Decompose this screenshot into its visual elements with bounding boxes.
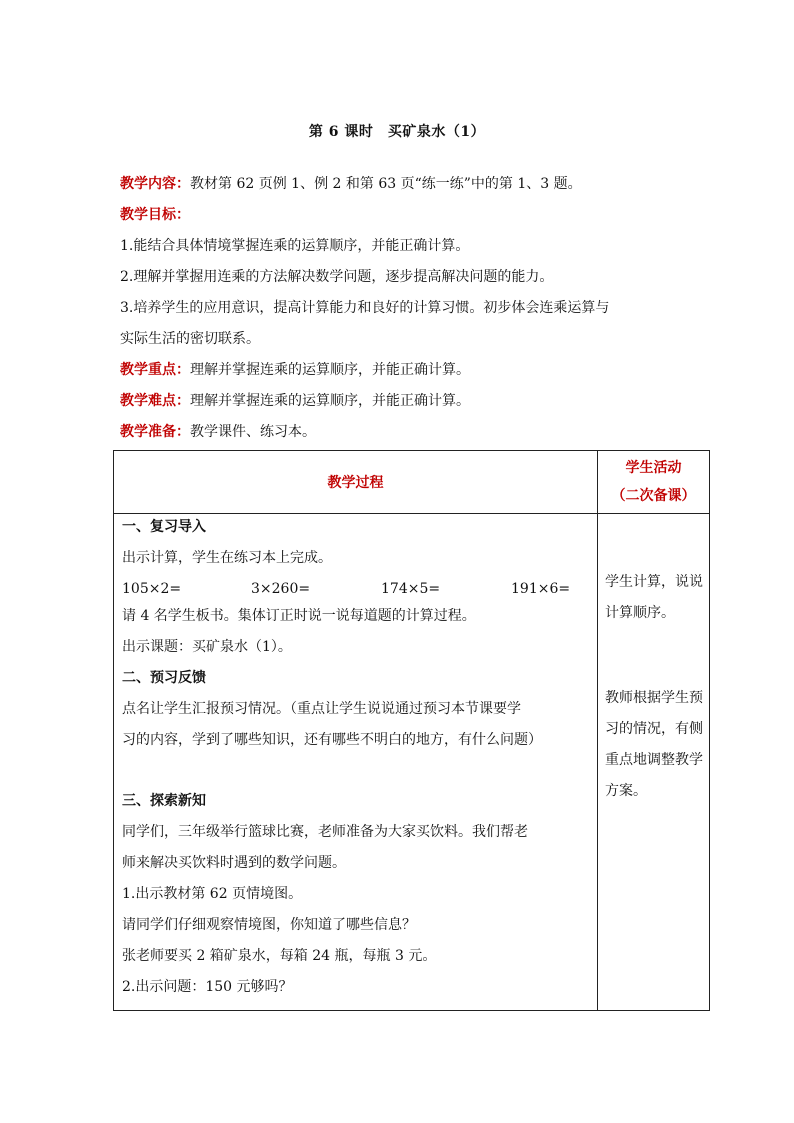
goal-3: 3.培养学生的应用意识，提高计算能力和良好的计算习惯。初步体会连乘运算与 xyxy=(120,300,610,316)
calculation-4: 191×6= xyxy=(511,581,571,597)
explore-line-4: 请同学们仔细观察情境图，你知道了哪些信息？ xyxy=(122,917,416,933)
goals-label-text: 教学目标： xyxy=(120,207,190,223)
review-intro: 出示计算，学生在练习本上完成。 xyxy=(122,550,332,566)
preparation-label: 教学准备： xyxy=(120,424,190,440)
column-divider xyxy=(597,451,598,1010)
key-point-label: 教学重点： xyxy=(120,362,190,378)
section-review-heading: 一、复习导入 xyxy=(122,519,206,535)
explore-line-6: 2.出示问题：150 元够吗？ xyxy=(122,979,293,995)
goal-3-continued: 实际生活的密切联系。 xyxy=(120,331,260,347)
difficulty-label: 教学难点： xyxy=(120,393,190,409)
page-title: 第 6 课时 买矿泉水（1） xyxy=(308,124,486,140)
goal-2: 2.理解并掌握用连乘的方法解决数学问题，逐步提高解决问题的能力。 xyxy=(120,269,554,285)
header-student-activity xyxy=(598,451,709,513)
header-student-subtitle: （二次备课） xyxy=(611,488,696,504)
preparation-text: 教学课件、练习本。 xyxy=(190,424,316,440)
section-explore-heading: 三、探索新知 xyxy=(122,793,206,809)
calculation-3: 174×5= xyxy=(381,581,441,597)
key-point-text: 理解并掌握连乘的运算顺序，并能正确计算。 xyxy=(190,362,470,378)
header-student-title: 学生活动 xyxy=(625,460,682,476)
review-board: 请 4 名学生板书。集体订正时说一说每道题的计算过程。 xyxy=(122,608,476,624)
header-teaching-process: 教学过程 xyxy=(327,475,384,491)
explore-line-3: 1.出示教材第 62 页情境图。 xyxy=(122,886,303,902)
preview-line-2: 习的内容，学到了哪些知识，还有哪些不明白的地方，有什么问题） xyxy=(122,732,542,748)
teaching-content-text: 教材第 62 页例 1、例 2 和第 63 页“练一练”中的第 1、3 题。 xyxy=(190,176,582,192)
explore-line-2: 师来解决买饮料时遇到的数学问题。 xyxy=(122,855,346,871)
section-preview-heading: 二、预习反馈 xyxy=(122,670,206,686)
goal-1: 1.能结合具体情境掌握连乘的运算顺序，并能正确计算。 xyxy=(120,238,470,254)
teaching-content-label: 教学内容： xyxy=(120,176,190,192)
teaching-goals-label xyxy=(120,205,190,225)
calculation-2: 3×260= xyxy=(251,581,311,597)
teaching-difficulty xyxy=(120,391,470,411)
calculation-1: 105×2= xyxy=(122,581,182,597)
difficulty-text: 理解并掌握连乘的运算顺序，并能正确计算。 xyxy=(190,393,470,409)
review-topic: 出示课题：买矿泉水（1）。 xyxy=(122,639,292,655)
student-note-preview: 教师根据学生预习的情况，有侧重点地调整教学方案。 xyxy=(605,690,703,799)
explore-line-1: 同学们，三年级举行篮球比赛，老师准备为大家买饮料。我们帮老 xyxy=(122,824,528,840)
teaching-content xyxy=(120,174,582,194)
teaching-preparation xyxy=(120,422,316,442)
preview-line-1: 点名让学生汇报预习情况。（重点让学生说说通过预习本节课要学 xyxy=(122,701,521,717)
lesson-table xyxy=(113,450,710,1011)
explore-line-5: 张老师要买 2 箱矿泉水，每箱 24 瓶，每瓶 3 元。 xyxy=(122,948,437,964)
header-divider xyxy=(114,513,709,514)
teaching-key-point xyxy=(120,360,470,380)
student-note-calculation: 学生计算，说说计算顺序。 xyxy=(605,574,703,621)
